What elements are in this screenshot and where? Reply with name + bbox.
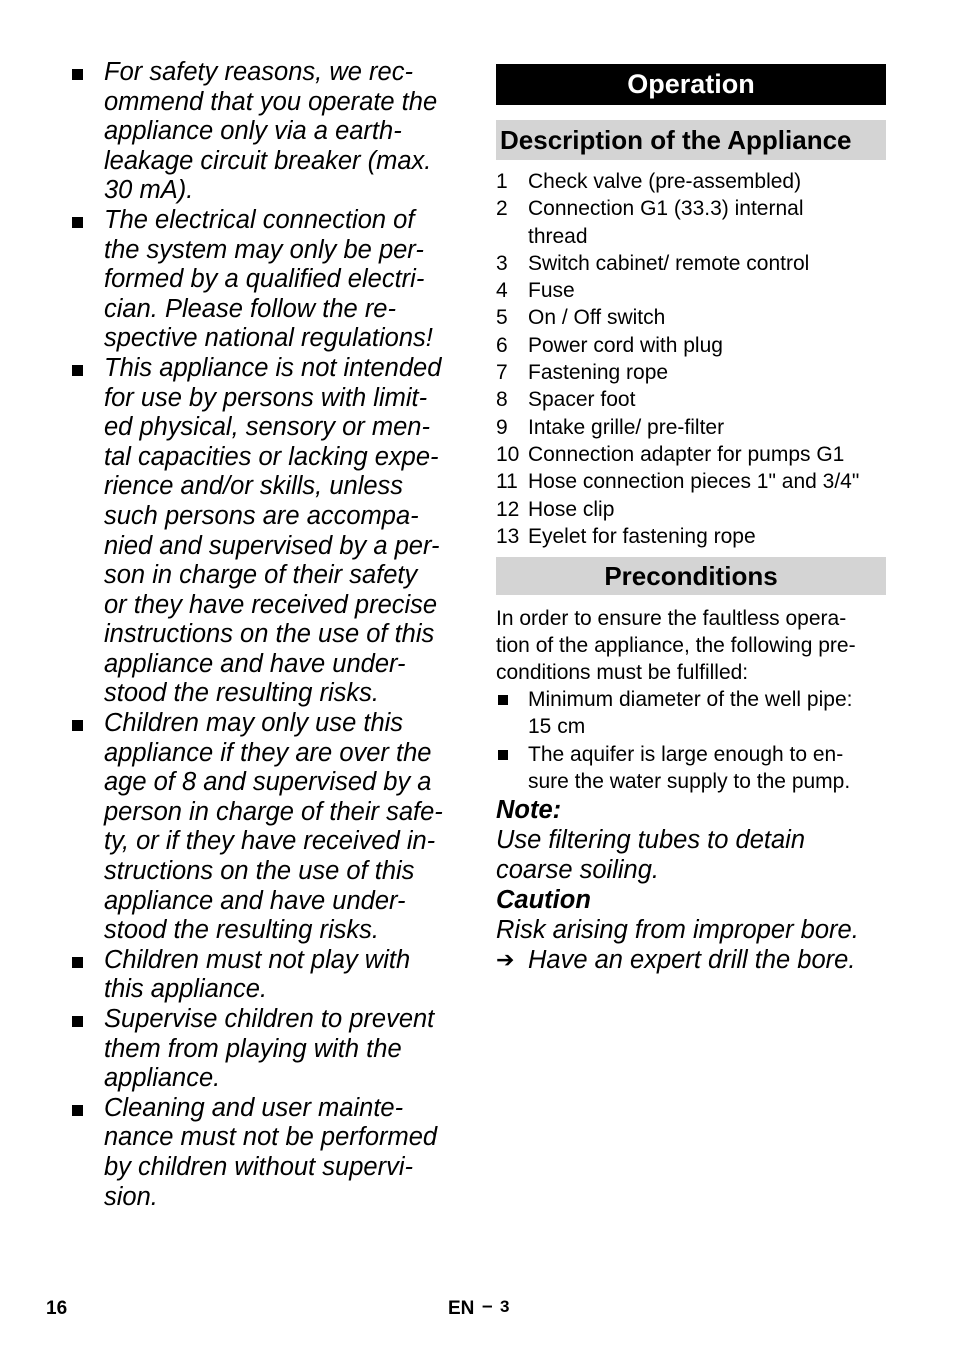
bullet-square-icon [72, 69, 83, 80]
part-label: Hose connection pieces 1" and 3/4" [528, 470, 860, 494]
note-text: Use filtering tubes to detain coarse soiling. [496, 826, 806, 885]
safety-bullet-text: This appliance is not intended for use by persons with limit- ed physical, sensory or men- tal capacities or lacking expe- rience and/or skills, unless such persons are accompa- nied and supervised by a per- son in charge of their safety or they have received precise instructions on the use of this appliance and have under- stood the resulting risks. [104, 353, 442, 708]
parts-list-item [496, 496, 886, 523]
parts-list-item [496, 386, 886, 413]
part-number: 6 [496, 333, 508, 357]
page-number: 16 [46, 1298, 68, 1319]
parts-list-item [496, 332, 886, 359]
precondition-bullet [496, 741, 886, 796]
safety-bullet-text: Cleaning and user mainte- nance must not be performed by children without supervi- sion. [104, 1093, 438, 1211]
safety-bullet-text: Supervise children to prevent them from playing with the appliance. [104, 1005, 435, 1093]
bullet-square-icon [72, 365, 83, 376]
parts-list-item [496, 468, 886, 495]
parts-list-item [496, 359, 886, 386]
precondition-bullet [496, 686, 886, 741]
note-title: Note: [496, 796, 562, 825]
safety-instructions-list [72, 58, 467, 1212]
safety-bullet [72, 354, 467, 709]
part-number: 3 [496, 251, 508, 275]
parts-list-item [496, 523, 886, 550]
parts-list [496, 168, 886, 550]
bullet-square-icon [72, 957, 83, 968]
operation-section [496, 64, 886, 975]
safety-bullet [72, 206, 467, 354]
part-label: Connection adapter for pumps G1 [528, 442, 845, 466]
part-number: 2 [496, 197, 508, 221]
bullet-square-icon [72, 1105, 83, 1116]
safety-bullet [72, 946, 467, 1005]
caution-title: Caution [496, 886, 591, 915]
part-number: 9 [496, 415, 508, 439]
safety-bullet-text: The electrical connection of the system may only be per- formed by a qualified electri- cian. Please follow the re- spective national regulations! [104, 205, 433, 353]
safety-bullet [72, 58, 467, 206]
safety-bullet-text: For safety reasons, we rec- ommend that you operate the appliance only via a earth- leakage circuit breaker (max. 30 mA). [104, 58, 438, 205]
section-page-number: 3 [500, 1297, 510, 1316]
part-label: Power cord with plug [528, 333, 723, 357]
safety-bullet [72, 709, 467, 946]
part-number: 4 [496, 279, 508, 303]
preconditions-heading: Preconditions [496, 557, 886, 595]
footer-separator: – [482, 1296, 493, 1317]
parts-list-item [496, 168, 886, 195]
bullet-square-icon [72, 720, 83, 731]
parts-list-item [496, 304, 886, 331]
safety-bullet-text: Children must not play with this appliance. [104, 945, 411, 1004]
parts-list-item [496, 441, 886, 468]
part-label: Switch cabinet/ remote control [528, 251, 810, 275]
part-label: Eyelet for fastening rope [528, 524, 756, 548]
language-code: EN [448, 1298, 475, 1319]
part-label: Check valve (pre-assembled) [528, 170, 802, 193]
description-heading: Description of the Appliance [496, 120, 886, 160]
part-number: 11 [496, 470, 518, 494]
parts-list-item [496, 195, 886, 250]
precondition-text: The aquifer is large enough to en- sure the water supply to the pump. [528, 742, 851, 794]
part-number: 13 [496, 524, 520, 548]
part-label: On / Off switch [528, 306, 666, 330]
part-number: 7 [496, 361, 508, 385]
part-label: Hose clip [528, 497, 615, 521]
part-number: 1 [496, 170, 508, 193]
part-label: Intake grille/ pre-filter [528, 415, 725, 439]
safety-bullet [72, 1005, 467, 1094]
parts-list-item [496, 250, 886, 277]
arrow-right-icon: ➔ [496, 947, 515, 973]
part-number: 5 [496, 306, 508, 330]
preconditions-intro: In order to ensure the faultless opera- tion of the appliance, the following pre- conditions must be fulfilled: [496, 607, 856, 685]
part-label: Spacer foot [528, 388, 636, 412]
precondition-text: Minimum diameter of the well pipe: 15 cm [528, 688, 853, 739]
bullet-square-icon [72, 1016, 83, 1027]
bullet-square-icon [498, 695, 508, 705]
part-number: 8 [496, 388, 508, 412]
part-number: 12 [496, 497, 520, 521]
part-label: Fuse [528, 279, 575, 303]
parts-list-item [496, 414, 886, 441]
part-label: Connection G1 (33.3) internal thread [528, 197, 804, 248]
caution-action-text: Have an expert drill the bore. [528, 946, 856, 975]
operation-heading: Operation [496, 64, 886, 105]
bullet-square-icon [498, 750, 508, 760]
safety-bullet [72, 1094, 467, 1212]
bullet-square-icon [72, 217, 83, 228]
part-label: Fastening rope [528, 361, 669, 385]
parts-list-item [496, 277, 886, 304]
part-number: 10 [496, 442, 520, 466]
caution-text: Risk arising from improper bore. [496, 916, 859, 945]
caution-action [496, 945, 886, 975]
safety-bullet-text: Children may only use this appliance if they are over the age of 8 and supervised by a person in charge of their safe- ty, or if they have received in- structions on the use of this appliance and have under- stood the resulting risks. [104, 709, 443, 945]
